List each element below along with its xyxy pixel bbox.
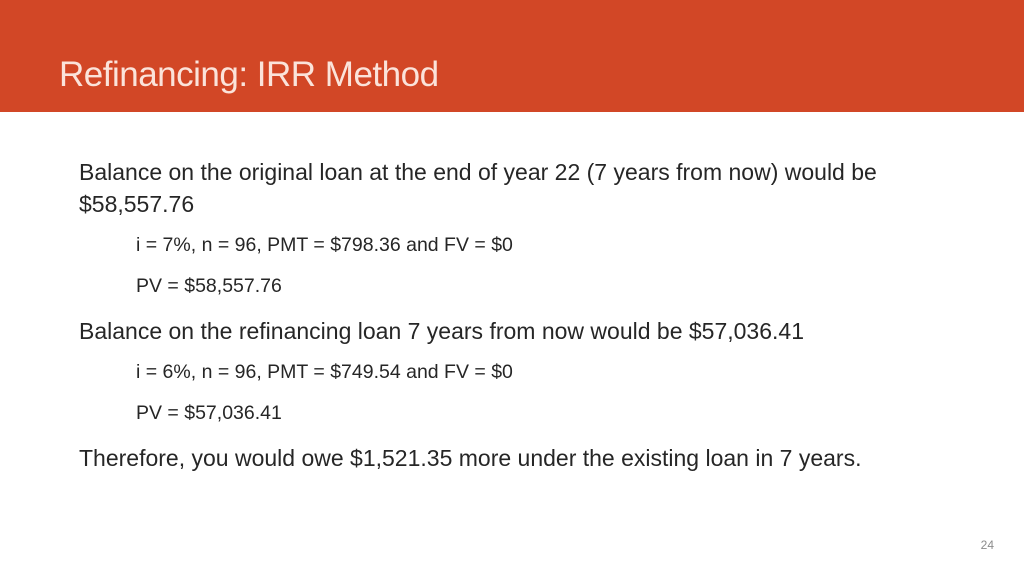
title-banner [0,0,1024,112]
page-number: 24 [980,538,994,552]
bullet-refinancing-loan-balance: Balance on the refinancing loan 7 years from now would be $57,036.41 [79,318,804,344]
slide-title: Refinancing: IRR Method [59,55,439,94]
slide-body [79,156,959,474]
sub-bullet-original-loan-inputs: i = 7%, n = 96, PMT = $798.36 and FV = $0 [136,234,513,256]
sub-bullet-original-loan-pv: PV = $58,557.76 [136,275,282,297]
bullet-conclusion: Therefore, you would owe $1,521.35 more under the existing loan in 7 years. [79,445,862,471]
sub-bullet-refinancing-loan-pv: PV = $57,036.41 [136,402,282,424]
bullet-original-loan-balance: Balance on the original loan at the end of year 22 (7 years from now) would be $58,557.76 [79,159,877,217]
sub-bullet-refinancing-loan-inputs: i = 6%, n = 96, PMT = $749.54 and FV = $0 [136,361,513,383]
